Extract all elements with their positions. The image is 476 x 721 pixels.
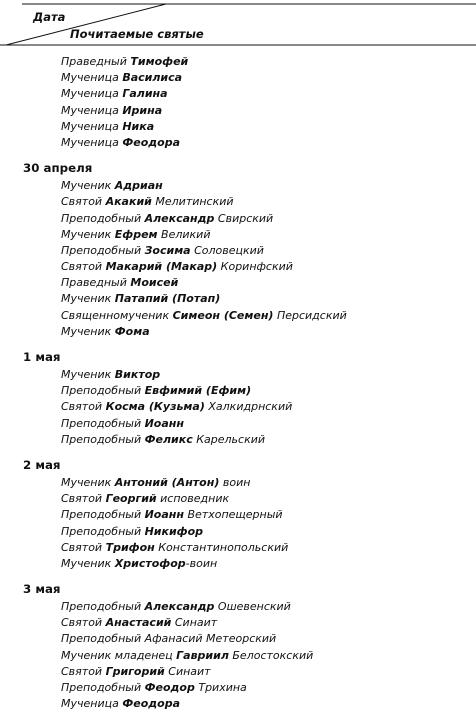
saint-title: Праведный [61, 55, 127, 68]
saint-title: Святой [61, 664, 103, 678]
saint-epithet: Карельский [196, 432, 266, 446]
saint-entry [0, 103, 476, 119]
saint-entry [0, 696, 476, 712]
saint-name: Фома [114, 324, 150, 338]
saint-title: Мученица [61, 71, 119, 85]
saint-name: Александр [144, 211, 215, 225]
saint-name: Тимофей [130, 55, 189, 68]
saint-name: Феликс [144, 432, 193, 446]
saint-name: Иоанн [144, 508, 184, 522]
saint-title: Преподобный [61, 432, 142, 446]
date-heading: 1 мая [23, 350, 61, 364]
saints-calendar [0, 54, 476, 721]
saint-entry [0, 86, 476, 102]
saint-title: Преподобный [61, 508, 142, 522]
saint-entry [0, 432, 476, 448]
saint-title: Святой [61, 260, 103, 274]
saint-name: Симеон (Семен) [172, 308, 274, 322]
saint-title: Мученик [61, 227, 112, 241]
saint-epithet: Ошевенский [217, 600, 291, 614]
saint-epithet: Константинопольский [158, 540, 289, 554]
saint-entry [0, 243, 476, 259]
saint-name: Феодор [144, 681, 195, 694]
date-heading: 3 мая [23, 582, 61, 597]
saint-entry [0, 648, 476, 664]
saint-epithet: Синаит [174, 616, 218, 630]
date-group [0, 349, 476, 448]
saint-epithet: исповедник [160, 492, 230, 506]
saint-entry [0, 507, 476, 523]
saint-entry [0, 308, 476, 324]
saint-entry [0, 556, 476, 572]
saint-entry [0, 680, 476, 696]
saint-title: Святой [61, 492, 103, 506]
saint-entry [0, 416, 476, 432]
saint-name: Григорий [105, 664, 165, 678]
saint-title: Преподобный [61, 600, 142, 614]
saint-name: Георгий [105, 492, 157, 506]
date-group [0, 160, 476, 340]
saint-name: Ефрем [114, 227, 158, 241]
saint-name: Акакий [105, 195, 152, 209]
saint-title: Преподобный [61, 416, 142, 430]
saint-entry [0, 211, 476, 227]
saint-title: Праведный [61, 276, 127, 290]
saint-name: Моисей [130, 276, 179, 290]
saint-title: Святой [61, 540, 103, 554]
saint-epithet: Персидский [276, 308, 347, 322]
saint-name: Антоний (Антон) [114, 475, 220, 489]
saint-entry [0, 491, 476, 507]
saint-name: Зосима [144, 243, 191, 257]
saint-epithet: Метеорский [206, 632, 277, 646]
saint-name: Адриан [114, 179, 163, 193]
saint-title: Мученица [61, 87, 119, 101]
saint-title: Мученик [61, 292, 112, 306]
saint-entry [0, 631, 476, 647]
saint-name: Косма (Кузьма) [105, 400, 205, 414]
saint-title: Мученица [61, 697, 119, 711]
saint-title: Преподобный [61, 681, 142, 694]
saint-entry [0, 291, 476, 307]
saint-name: Христофор [114, 556, 186, 570]
saint-entry [0, 119, 476, 135]
date-group [0, 581, 476, 712]
saint-epithet: Мелитинский [155, 195, 234, 209]
saint-name: Галина [122, 87, 168, 101]
saint-epithet: Ветхопещерный [187, 508, 283, 522]
saint-epithet: Халкидрнский [208, 400, 293, 414]
date-column-header: Дата [33, 10, 66, 24]
saint-name: Анастасий [105, 616, 172, 630]
saint-name: Трифон [105, 540, 155, 554]
table-header [0, 0, 476, 48]
saint-entry [0, 615, 476, 631]
saint-epithet: Соловецкий [194, 243, 264, 257]
saint-entry [0, 540, 476, 556]
saint-epithet: Великий [161, 227, 211, 241]
saint-entry [0, 54, 476, 70]
saint-entry [0, 367, 476, 383]
saint-title: Преподобный [61, 211, 142, 225]
saint-epithet: Коринфский [220, 260, 293, 274]
date-group [0, 54, 476, 151]
saint-entry [0, 399, 476, 415]
saint-title: Мученик [61, 324, 112, 338]
saint-title: Мученик [61, 368, 112, 381]
saint-name: Иоанн [144, 416, 184, 430]
saint-name: Гавриил [176, 648, 229, 662]
saint-title: Мученик [61, 556, 112, 570]
saint-title: Мученик [61, 475, 112, 489]
saint-entry [0, 383, 476, 399]
saint-title: Мученица [61, 119, 119, 133]
saint-title: Священномученик [61, 308, 170, 322]
saint-title: Преподобный Афанасий [61, 632, 203, 646]
saint-entry [0, 194, 476, 210]
saint-name: Феодора [122, 697, 181, 711]
saint-title: Святой [61, 195, 103, 209]
saint-entry [0, 475, 476, 491]
saint-name: Ирина [122, 103, 163, 117]
saint-name: Феодора [122, 135, 181, 149]
date-group [0, 457, 476, 572]
saint-epithet: воин [222, 475, 251, 489]
saint-epithet: Трихина [198, 681, 247, 694]
saint-name: Макарий (Макар) [105, 260, 218, 274]
saint-entry [0, 70, 476, 86]
saint-title: Преподобный [61, 384, 142, 398]
saint-epithet: Синаит [168, 664, 211, 678]
saint-entry [0, 664, 476, 680]
date-heading: 2 мая [23, 457, 61, 472]
saint-epithet: Свирский [217, 211, 274, 225]
saint-name: Евфимий (Ефим) [144, 384, 252, 398]
saint-title: Мученица [61, 135, 119, 149]
saint-name: Александр [144, 600, 215, 614]
saint-name: Ника [122, 119, 155, 133]
saint-entry [0, 324, 476, 340]
saint-title: Мученица [61, 103, 119, 117]
saint-epithet: Белостокский [232, 648, 314, 662]
saint-entry [0, 227, 476, 243]
saint-entry [0, 275, 476, 291]
saint-entry [0, 259, 476, 275]
saint-title: Святой [61, 616, 103, 630]
saint-entry [0, 135, 476, 151]
saint-title: Преподобный [61, 524, 142, 538]
saint-entry [0, 599, 476, 615]
saint-name: Никифор [144, 524, 204, 538]
saints-column-header: Почитаемые святые [70, 27, 204, 41]
saint-entry [0, 178, 476, 194]
saint-entry [0, 524, 476, 540]
saint-title: Мученик [61, 179, 112, 193]
saint-title: Мученик младенец [61, 648, 173, 662]
saint-name: Патапий (Потап) [114, 292, 221, 306]
saint-name: Василиса [122, 71, 183, 85]
date-heading: 30 апреля [23, 161, 93, 176]
saint-epithet: -воин [185, 556, 218, 570]
saint-name: Виктор [114, 368, 161, 381]
saint-title: Святой [61, 400, 103, 414]
saint-title: Преподобный [61, 243, 142, 257]
